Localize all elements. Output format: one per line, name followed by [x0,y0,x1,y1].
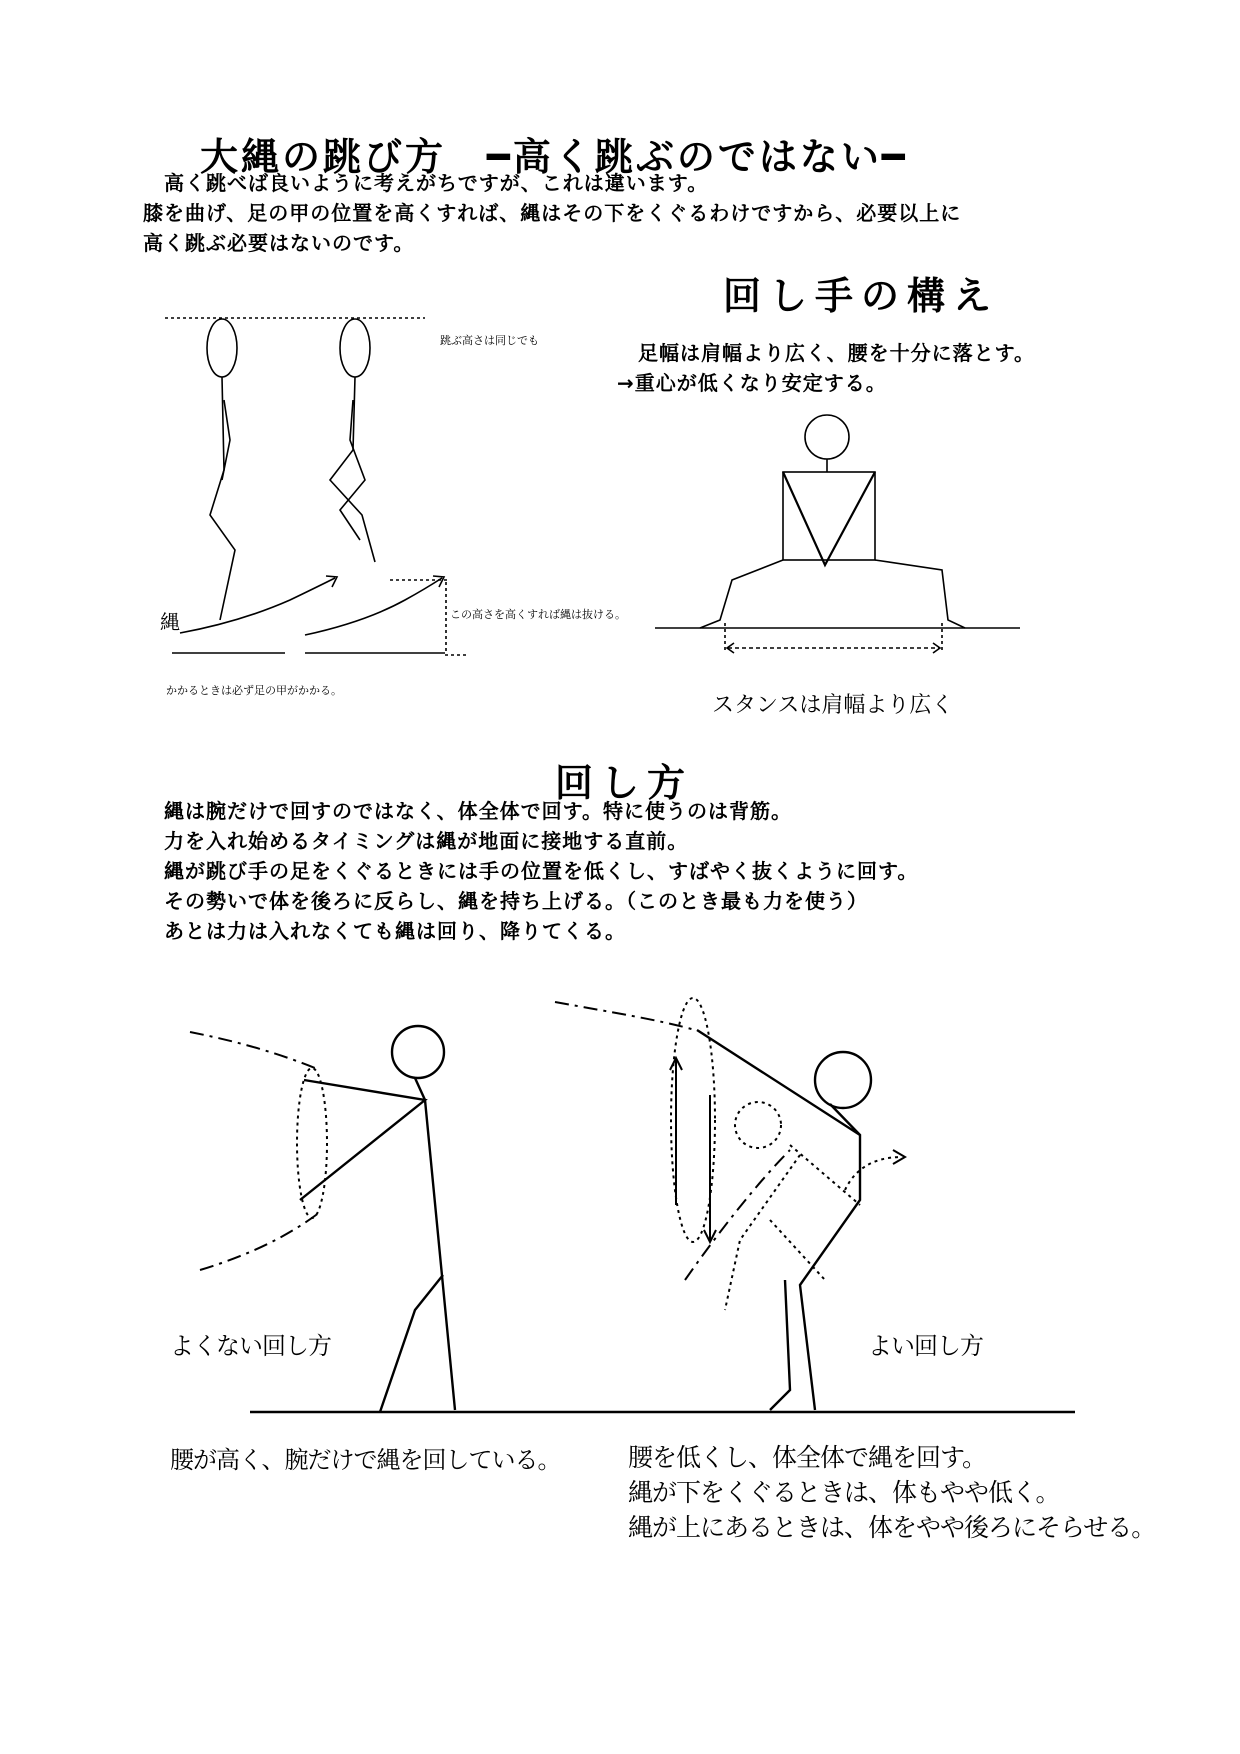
turning-line: 縄が跳び手の足をくぐるときには手の位置を低くし、すばやく抜くように回す。 [164,859,919,883]
turner-bad-leg [380,1275,443,1412]
jumper-head [207,319,237,377]
turning-figure [0,980,1240,1450]
turning-line: その勢いで体を後ろに反らし、縄を持ち上げる。（このとき最も力を使う） [164,889,868,913]
stance-line: 足幅は肩幅より広く、腰を十分に落とす。 [617,341,1035,365]
intro-line: 高く跳ぶ必要はないのです。 [143,231,415,255]
rope-good-upper [555,1002,695,1030]
turner-leg-right [875,560,965,628]
turning-line: 力を入れ始めるタイミングは縄が地面に接地する直前。 [164,829,689,853]
page-title: 大縄の跳び方 ━高く跳ぶのではない━ [200,134,908,179]
stance-line: →重心が低くなり安定する。 [617,371,887,395]
turning-line: あとは力は入れなくても縄は回り、降りてくる。 [164,919,626,943]
stance-heading: 回し手の構え [723,273,1000,318]
turner-good-head [815,1052,871,1108]
stance-width-label: スタンスは肩幅より広く [712,693,954,718]
intro-line: 膝を曲げ、足の甲の位置を高くすれば、縄はその下をくぐるわけですから、必要以上に [143,201,962,225]
label-jump-height: 跳ぶ高さは同じでも [440,334,539,347]
turner-head [805,415,849,459]
rope-good-lower [685,1150,790,1280]
bad-method-caption: 腰が高く、腕だけで縄を回している。 [170,1446,561,1474]
label-rope: 縄 [160,610,180,634]
rope-arc [180,578,335,633]
turner-leg-left [700,560,783,628]
jumper-head [340,319,370,377]
turner-torso [783,472,875,560]
intro-line: 高く跳べば良いように考えがちですが、これは違います。 [143,171,709,195]
good-caption-line: 腰を低くし、体全体で縄を回す。 [628,1443,987,1472]
rope-arc [305,578,442,635]
turner-good-body [697,1030,860,1410]
label-rope-catch: かかるときは必ず足の甲がかかる。 [166,684,342,697]
rope-bad-upper [190,1032,315,1068]
good-method-label: よい回し方 [868,1332,983,1360]
good-caption-line: 縄が上にあるときは、体をやや後ろにそらせる。 [628,1513,1156,1542]
rope-bad-loop [297,1068,327,1218]
turning-line: 縄は腕だけで回すのではなく、体全体で回す。特に使うのは背筋。 [164,799,792,823]
turning-paragraph [164,796,918,946]
jump-figure [150,300,600,700]
stance-paragraph [617,338,1035,398]
bad-method-label: よくない回し方 [170,1332,331,1360]
rope-bad-lower [200,1212,320,1270]
good-method-caption [628,1440,1155,1545]
intro-paragraph [143,168,961,258]
turner-bad-arm [300,1080,425,1200]
turner-ghost-head [735,1102,781,1148]
turning-heading: 回し方 [555,760,694,805]
good-caption-line: 縄が下をくぐるときは、体もやや低く。 [628,1478,1060,1507]
label-clear-height: この高さを高くすれば縄は抜ける。 [450,608,626,621]
turner-bad-head [392,1026,444,1078]
rope-good-loop [671,998,715,1242]
stance-figure [650,410,1030,670]
turner-bad-back [415,1078,455,1410]
jumper-body [210,377,235,620]
